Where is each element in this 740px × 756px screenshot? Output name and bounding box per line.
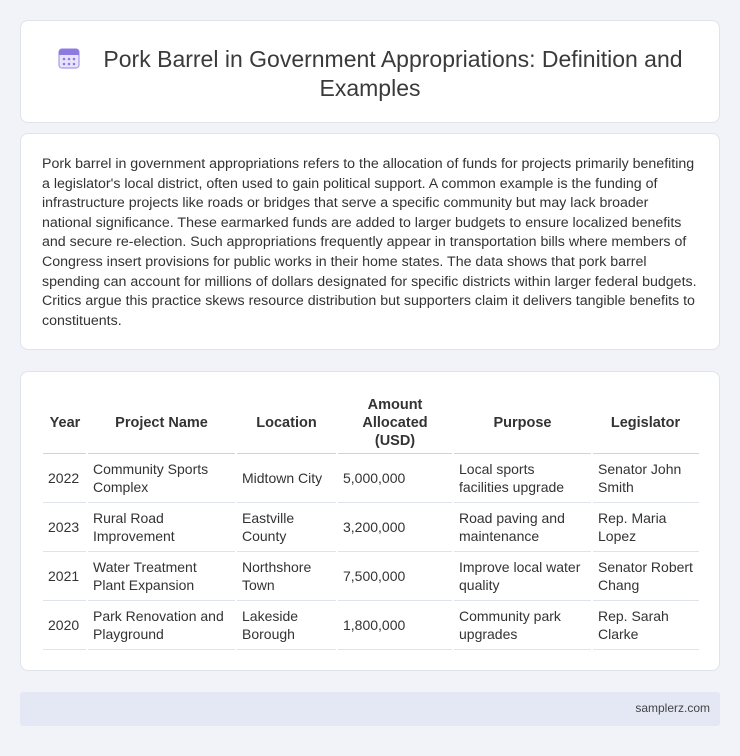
cell-amount: 1,800,000	[337, 600, 453, 649]
description-card	[20, 133, 720, 350]
cell-year: 2022	[43, 453, 87, 502]
cell-purpose: Road paving and maintenance	[453, 502, 592, 551]
cell-location: Northshore Town	[236, 551, 337, 600]
table-row	[43, 453, 699, 502]
cell-project-name: Park Renovation and Playground	[87, 600, 236, 649]
cell-amount: 3,200,000	[337, 502, 453, 551]
cell-location: Midtown City	[236, 453, 337, 502]
cell-project-name: Rural Road Improvement	[87, 502, 236, 551]
cell-legislator: Senator John Smith	[592, 453, 699, 502]
cell-purpose: Local sports facilities upgrade	[453, 453, 592, 502]
cell-amount: 7,500,000	[337, 551, 453, 600]
cell-purpose: Improve local water quality	[453, 551, 592, 600]
table-row	[43, 502, 699, 551]
cell-project-name: Community Sports Complex	[87, 453, 236, 502]
cell-location: Eastville County	[236, 502, 337, 551]
footer-site-link[interactable]: samplerz.com	[635, 701, 710, 715]
header-legislator: Legislator	[592, 393, 699, 453]
footer	[20, 692, 720, 726]
cell-year: 2020	[43, 600, 87, 649]
cell-legislator: Senator Robert Chang	[592, 551, 699, 600]
cell-amount: 5,000,000	[337, 453, 453, 502]
appropriations-table	[43, 393, 699, 650]
cell-legislator: Rep. Sarah Clarke	[592, 600, 699, 649]
header-location: Location	[236, 393, 337, 453]
table-header-row	[43, 393, 699, 453]
cell-project-name: Water Treatment Plant Expansion	[87, 551, 236, 600]
table-row	[43, 600, 699, 649]
title-card	[20, 20, 720, 123]
table-card	[20, 371, 720, 671]
page-title-wrap	[41, 45, 699, 103]
cell-year: 2021	[43, 551, 87, 600]
description-text: Pork barrel in government appropriations refers to the allocation of funds for projects primarily benefiting a legislator's local district, often used to gain political support. A common example is the funding of infrastructure projects like roads or bridges that serve a specific community but may lack broader national significance. These earmarked funds are added to larger budgets to ensure localized benefits and secure re-election. Such appropriations frequently appear in transportation bills where members of Congress insert provisions for public works in their home states. The data shows that pork barrel spending can account for millions of dollars designated for specific districts within larger federal budgets. Critics argue this practice skews resource distribution but supporters claim it delivers tangible benefits to constituents.	[42, 156, 697, 329]
calendar-icon	[57, 46, 81, 70]
cell-purpose: Community park upgrades	[453, 600, 592, 649]
header-year: Year	[43, 393, 87, 453]
page-title: Pork Barrel in Government Appropriations: Definition and Examples	[103, 46, 683, 101]
cell-location: Lakeside Borough	[236, 600, 337, 649]
table-row	[43, 551, 699, 600]
header-project-name: Project Name	[87, 393, 236, 453]
header-purpose: Purpose	[453, 393, 592, 453]
cell-legislator: Rep. Maria Lopez	[592, 502, 699, 551]
cell-year: 2023	[43, 502, 87, 551]
header-amount: Amount Allocated (USD)	[337, 393, 453, 453]
